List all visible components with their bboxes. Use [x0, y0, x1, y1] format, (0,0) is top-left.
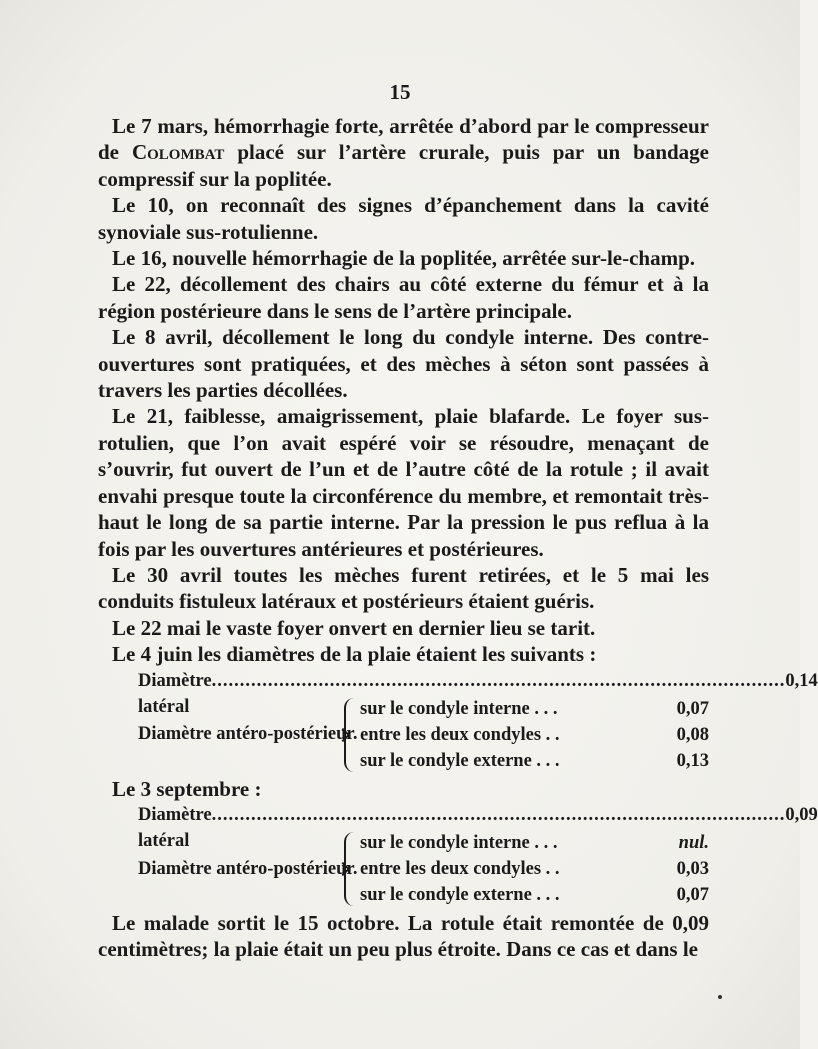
paragraph-22: Le 22, décollement des chairs au côté externe du fémur et à la région postérieure dans le sens de l’artère principale.: [98, 272, 709, 323]
table1-ap-row: [360, 748, 709, 774]
paragraph-8-avril: Le 8 avril, décollement le long du condyle interne. Des contre-ouvertures sont pratiquées, et des mèches à séton sont passées à travers les parties décollées.: [98, 325, 709, 403]
paragraph-3-septembre: Le 3 septembre :: [112, 776, 262, 801]
page-body: [98, 113, 818, 963]
row-label: sur le condyle externe . . .: [360, 750, 560, 771]
paragraph-text: placé sur l’artère crurale, puis par un bandage compressif sur la poplitée.: [98, 140, 709, 191]
table2-ap-label: Diamètre antéro-postérieur.: [138, 858, 358, 879]
paragraph-text: Le 7 mars, hémorrhagie forte, arrêtée d’abord par le compresseur de: [98, 114, 709, 165]
table1-lateral-value: 0,14: [785, 670, 818, 691]
table1-ap-label: Diamètre antéro-postérieur.: [138, 724, 358, 745]
paragraph-21: Le 21, faiblesse, amaigrissement, plaie blafarde. Le foyer sus-rotulien, que l’on avait espéré voir se résoudre, menaçant de s’ouvrir, fut ouvert de l’un et de l’autre côté de la rotule ; il avait envahi presque toute la circonférence du membre, et remontait très-haut le long de sa partie interne. Par la pression le pus reflua à la fois par les ouvertures antérieures et postérieures.: [98, 404, 709, 561]
row-value: 0,07: [676, 698, 709, 719]
brace-icon: [344, 832, 358, 906]
row-value: 0,07: [676, 884, 709, 905]
table1-lateral-label: Diamètre latéral: [138, 670, 212, 717]
leader-dots: ......................................................................................................: [211, 804, 786, 825]
paragraph-closing: Le malade sortit le 15 octobre. La rotule était remontée de 0,09 centimètres; la plaie était un peu plus étroite. Dans ce cas et dans le: [98, 910, 709, 962]
paragraph-4-juin: Le 4 juin les diamètres de la plaie étaient les suivants :: [112, 642, 597, 667]
row-value: 0,13: [676, 750, 709, 771]
row-value: 0,08: [676, 724, 709, 745]
table1-ap-row: [360, 722, 709, 748]
row-label: sur le condyle externe . . .: [360, 884, 560, 905]
table2-ap-row: [360, 856, 709, 882]
row-label: entre les deux condyles . .: [360, 858, 560, 879]
paragraph-22-mai: Le 22 mai le vaste foyer onvert en dernier lieu se tarit.: [112, 615, 596, 640]
paragraph-7-mars: [98, 113, 709, 192]
ink-dot: [718, 995, 722, 999]
row-label: entre les deux condyles . .: [360, 724, 560, 745]
row-value: nul.: [678, 832, 709, 853]
paragraph-30-avril: Le 30 avril toutes les mèches furent retirées, et le 5 mai les conduits fistuleux latéraux et postérieurs étaient guéris.: [98, 562, 709, 614]
table2-ap-row: [360, 830, 709, 856]
table1-ap-row: [360, 696, 709, 722]
paragraph-10: Le 10, on reconnaît des signes d’épanchement dans la cavité synoviale sus-rotulienne.: [98, 193, 709, 244]
row-value: 0,03: [676, 858, 709, 879]
table2-lateral-label: Diamètre latéral: [138, 804, 212, 852]
table2-lateral-value: 0,09: [785, 804, 818, 825]
table2-ap-row: [360, 882, 709, 908]
table2-ap-rows: [360, 830, 709, 908]
row-label: sur le condyle interne . . .: [360, 698, 558, 719]
row-label: sur le condyle interne . . .: [360, 832, 558, 853]
name-colombat: Colombat: [131, 140, 225, 165]
leader-dots: ......................................................................................................: [211, 670, 786, 691]
paragraph-16: Le 16, nouvelle hémorrhagie de la poplitée, arrêtée sur-le-champ.: [112, 246, 696, 271]
brace-icon: [344, 698, 358, 772]
page-number: 15: [389, 80, 411, 104]
table1-ap-rows: [360, 696, 709, 774]
